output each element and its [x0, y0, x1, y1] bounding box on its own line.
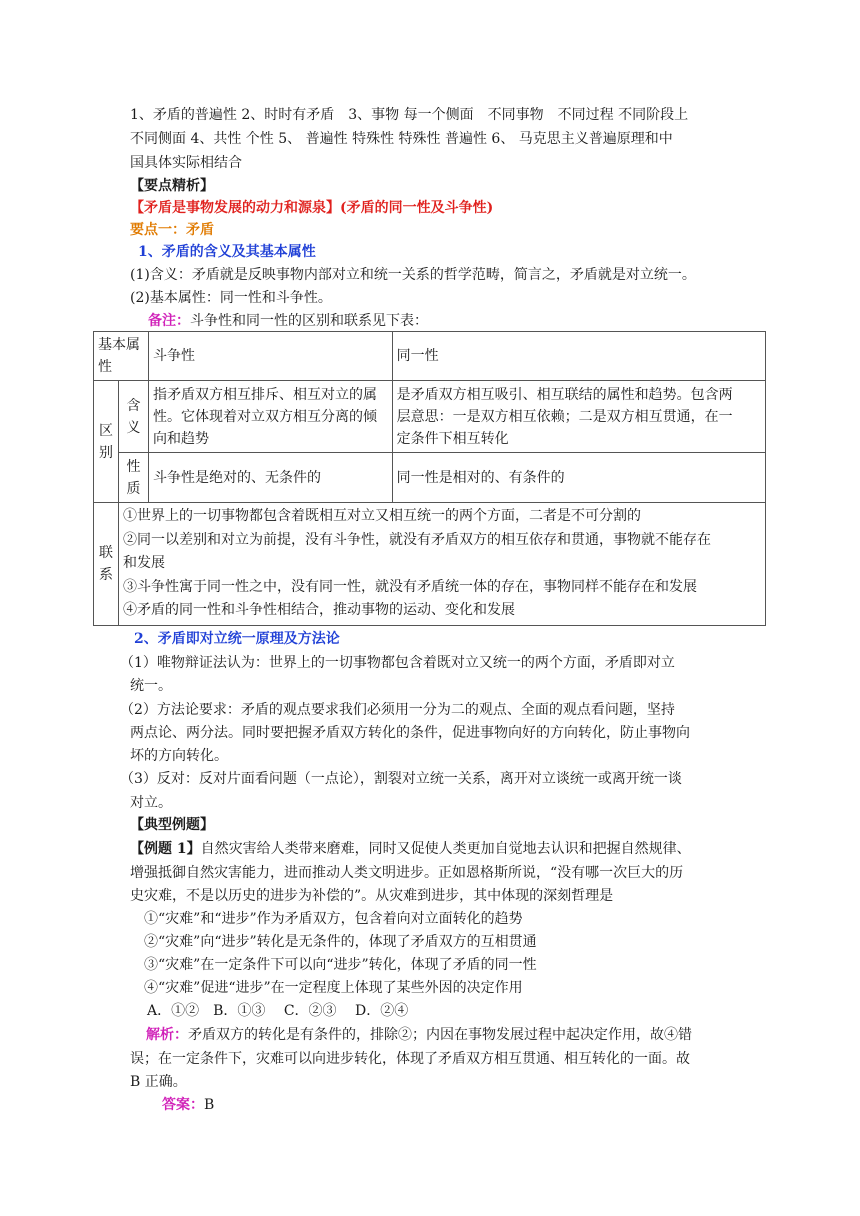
sub2-line: （3）反对：反对片面看问题（一点论），割裂对立统一关系，离开对立谈统一或离开统一谈 [120, 771, 682, 787]
link-item: ②同一以差别和对立为前提，没有斗争性，就没有矛盾双方的相互依存和贯通，事物就不能存在 [122, 531, 711, 548]
choices: A．①② B．①③ C．②③ D．②④ [147, 1003, 409, 1019]
section-title-main: 【矛盾是事物发展的动力和源泉】 [130, 200, 340, 216]
answer [162, 1094, 214, 1116]
analysis-line-2: 误；在一定条件下，灾难可以向进步转化，体现了矛盾双方相互贯通、相互转化的一面。故 [130, 1051, 690, 1067]
answers-line-2: 不同侧面 4、共性 个性 5、 普遍性 特殊性 特殊性 普遍性 6、 马克思主义普遍原理和中 [130, 131, 673, 147]
link-label: 联 系 [94, 503, 119, 626]
nature-label: 性 质 [118, 453, 148, 503]
struggle-nature: 斗争性是绝对的、无条件的 [148, 453, 392, 503]
sub2-line: 坏的方向转化。 [130, 748, 228, 764]
option-item: ③“灾难”在一定条件下可以向“进步”转化，体现了矛盾的同一性 [144, 957, 537, 973]
sub1-item-2: (2)基本属性：同一性和斗争性。 [130, 290, 332, 306]
option-item: ①“灾难”和“进步”作为矛盾双方，包含着向对立面转化的趋势 [144, 911, 523, 927]
sub1-heading: 1、矛盾的含义及其基本属性 [138, 244, 316, 260]
answer-label: 答案： [162, 1097, 204, 1113]
option-item: ②“灾难”向“进步”转化是无条件的，体现了矛盾双方的互相贯通 [144, 934, 537, 950]
sub2-line: （1）唯物辩证法认为：世界上的一切事物都包含着既对立又统一的两个方面，矛盾即对立 [120, 655, 675, 671]
identity-nature: 同一性是相对的、有条件的 [392, 453, 765, 503]
header-identity: 同一性 [392, 332, 765, 381]
option-item: ④“灾难”促进“进步”在一定程度上体现了某些外因的决定作用 [144, 980, 523, 996]
table-row-link [94, 503, 766, 626]
table-row-nature [94, 453, 766, 503]
answer-value: B [204, 1097, 215, 1113]
note [148, 310, 428, 332]
analysis-label: 解析： [146, 1027, 188, 1043]
sub2-line: 对立。 [130, 795, 172, 811]
table-header-row [94, 332, 766, 381]
example-line-2: 增强抵御自然灾害能力，进而推动人类文明进步。正如恩格斯所说，“没有哪一次巨大的历 [130, 865, 684, 881]
example-label: 【例题 1】 [130, 841, 201, 857]
sub2-line: 统一。 [130, 678, 172, 694]
sub1-item-1: (1)含义：矛盾就是反映事物内部对立和统一关系的哲学范畴，简言之，矛盾就是对立统一。 [130, 267, 696, 283]
link-item: ④矛盾的同一性和斗争性相结合，推动事物的运动、变化和发展 [122, 602, 515, 618]
example-line-1: 【例题 1】自然灾害给人类带来磨难，同时又促使人类更加自觉地去认识和把握自然规律、 [130, 841, 691, 857]
analysis-line-1: 解析：矛盾双方的转化是有条件的，排除②；内因在事物发展过程中起决定作用，故④错 [146, 1027, 692, 1043]
section-title [130, 197, 493, 219]
struggle-meaning: 指矛盾双方相互排斥、相互对立的属 性。它体现着对立双方相互分离的倾 向和趋势 [148, 381, 392, 453]
note-text: 斗争性和同一性的区别和联系见下表： [190, 313, 428, 329]
identity-meaning: 是矛盾双方相互吸引、相互联结的属性和趋势。包含两 层意思：一是双方相互依赖；二是双方相互贯通，在一 定条件下相互转化 [392, 381, 765, 453]
diff-label: 区 别 [94, 381, 119, 503]
sub2-line: 两点论、两分法。同时要把握矛盾双方转化的条件，促进事物向好的方向转化，防止事物向 [130, 725, 690, 741]
header-struggle: 斗争性 [148, 332, 392, 381]
note-label: 备注： [148, 313, 190, 329]
answers-line-1: 1、矛盾的普遍性 2、时时有矛盾 3、事物 每一个侧面 不同事物 不同过程 不同阶段上 [130, 107, 689, 123]
example-line-3: 史灾难，不是以历史的进步为补偿的”。从灾难到进步，其中体现的深刻哲理是 [130, 888, 614, 904]
link-item: ①世界上的一切事物都包含着既相互对立又相互统一的两个方面，二者是不可分割的 [122, 508, 641, 524]
comparison-table [93, 331, 766, 626]
header-attribute: 基本属 性 [94, 332, 149, 381]
key-points-heading: 【要点精析】 [130, 178, 214, 194]
link-item: 和发展 [122, 555, 165, 571]
table-row-meaning [94, 381, 766, 453]
meaning-label: 含 义 [118, 381, 148, 453]
sub2-line: （2）方法论要求：矛盾的观点要求我们必须用一分为二的观点、全面的观点看问题，坚持 [120, 702, 675, 718]
link-content [118, 503, 765, 626]
section-title-sub: (矛盾的同一性及斗争性) [340, 200, 494, 216]
answers-line-3: 国具体实际相结合 [130, 155, 242, 171]
typical-examples-heading: 【典型例题】 [130, 817, 214, 833]
link-item: ③斗争性寓于同一性之中，没有同一性，就没有矛盾统一体的存在，事物同样不能存在和发展 [122, 578, 697, 595]
point-one-heading: 要点一：矛盾 [130, 222, 214, 238]
sub2-heading: 2、矛盾即对立统一原理及方法论 [134, 631, 340, 647]
analysis-line-3: B 正确。 [130, 1074, 187, 1090]
